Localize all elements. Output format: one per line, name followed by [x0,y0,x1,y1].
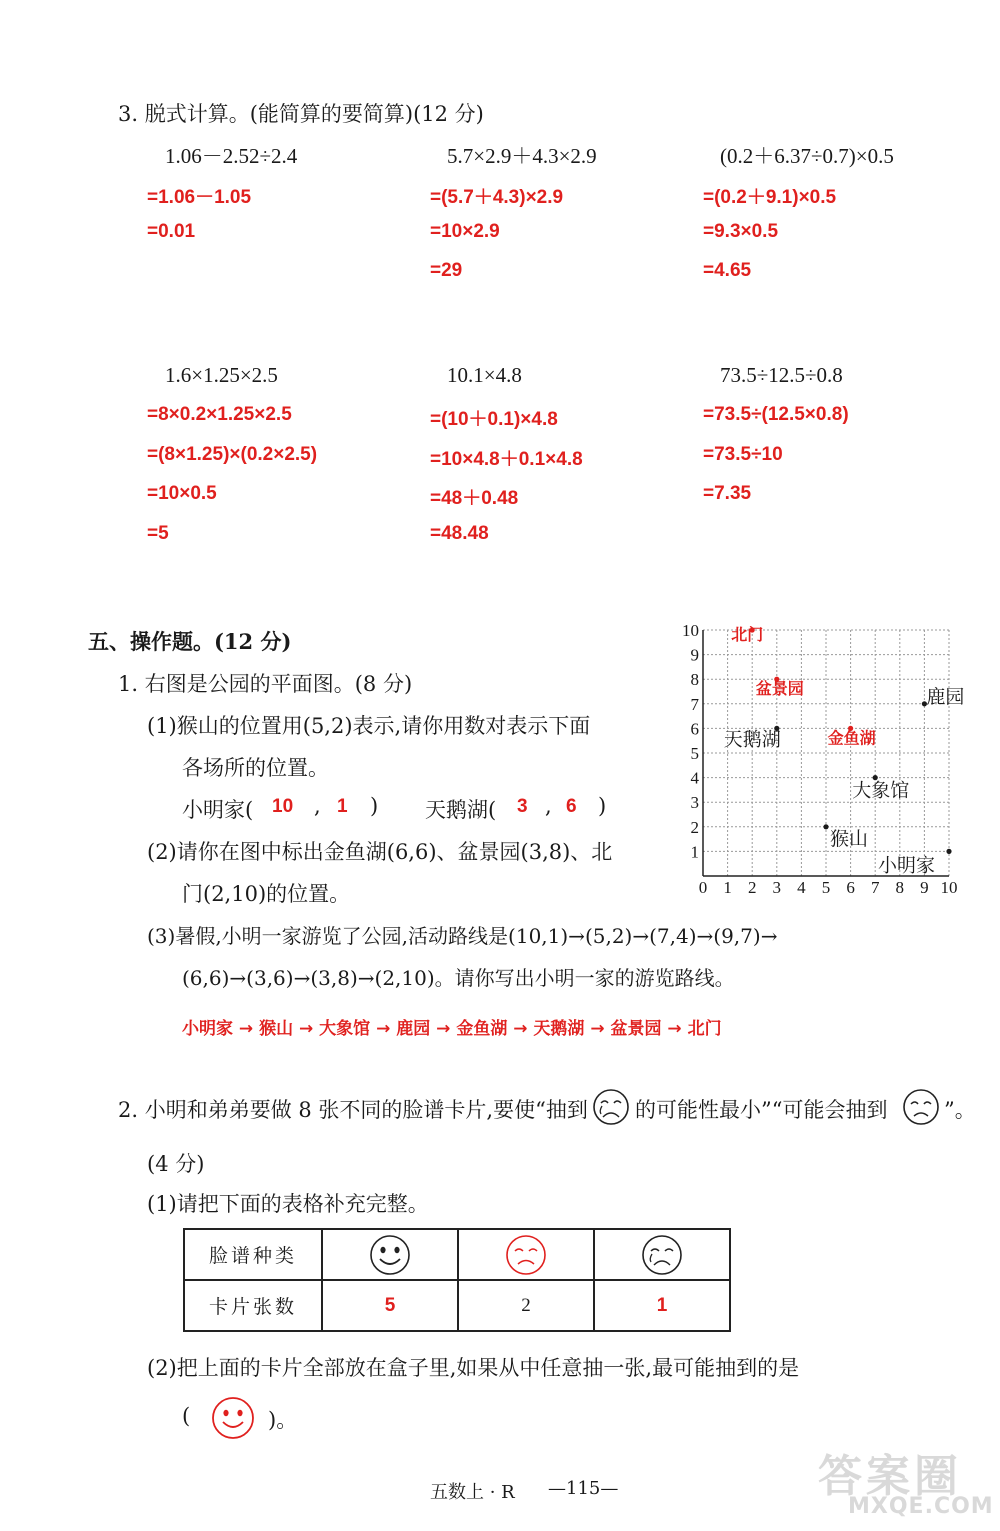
y-tick-label: 10 [682,621,699,640]
q2-answer-open-paren: ( [182,1404,191,1428]
smiley-count-answer: 5 [322,1280,458,1331]
problem-5-step-4: =48.48 [430,523,489,544]
q1-part3-line2: (6,6)→(3,6)→(3,8)→(2,10)。请你写出小明一家的游览路线。 [182,966,735,990]
problem-1-step-2: =0.01 [147,221,196,242]
x-tick-label: 6 [846,878,855,897]
q1-part2-line2: 门(2,10)的位置。 [182,882,351,906]
xiaoming-home-comma: , [314,794,321,818]
table-row [184,1229,730,1280]
sad-face-icon [901,1087,941,1127]
xiaoming-home-y-answer: 1 [337,796,348,817]
problem-3-step-2: =9.3×0.5 [703,221,779,242]
route-answer: 小明家 → 猴山 → 大象馆 → 鹿园 → 金鱼湖 → 天鹅湖 → 盆景园 → 北门 [182,1019,722,1039]
x-tick-label: 4 [797,878,806,897]
x-tick-label: 10 [940,878,958,897]
card-count-header: 卡片张数 [184,1280,322,1331]
y-tick-label: 1 [690,842,699,862]
x-tick-label: 7 [870,878,880,897]
map-point-label: 鹿园 [926,685,965,708]
xiaoming-home-x-answer: 10 [272,796,294,817]
problem-2-step-2: =10×2.9 [430,221,500,242]
x-tick-label: 9 [920,878,929,897]
map-point-label: 盆景园 [755,679,804,699]
problem-5-step-2: =10×4.8＋0.1×4.8 [430,449,583,470]
face-type-header: 脸谱种类 [184,1229,322,1280]
problem-1-expression: 1.06－2.52÷2.4 [165,144,298,168]
face-card-table [183,1228,731,1332]
smiley-face-icon [368,1233,412,1277]
x-tick-label: 1 [723,878,732,897]
xiaoming-home-close: ) [370,794,379,818]
q1-part2-line1: (2)请你在图中标出金鱼湖(6,6)、盆景园(3,8)、北 [147,840,613,864]
q2-title-line2: (4 分) [147,1152,205,1176]
swan-lake-x-answer: 3 [517,796,528,817]
watermark-url: MXQE.COM [848,1494,994,1519]
x-tick-label: 8 [895,878,905,897]
x-tick-label: 3 [772,878,782,897]
map-point [823,824,828,829]
swan-lake-label: 天鹅湖( [425,798,497,822]
x-tick-label: 0 [698,878,708,897]
y-tick-label: 6 [690,719,699,739]
crying-face-icon [640,1233,684,1277]
watermark-logo: 答案圈 [818,1451,962,1502]
map-point-label: 金鱼湖 [827,728,876,748]
swan-lake-comma: , [545,794,552,818]
problem-5-step-1: =(10＋0.1)×4.8 [430,409,558,430]
problem-3-step-3: =4.65 [703,260,752,281]
problem-2-step-1: =(5.7＋4.3)×2.9 [430,187,564,208]
problem-4-step-3: =10×0.5 [147,483,217,504]
y-tick-label: 4 [690,768,699,788]
section3-title: 3. 脱式计算。(能简算的要简算)(12 分) [118,102,484,126]
smiley-face-answer-icon [208,1394,258,1442]
map-point-label: 天鹅湖 [723,728,781,751]
park-map-grid [672,621,972,900]
problem-6-step-3: =7.35 [703,483,752,504]
swan-lake-y-answer: 6 [566,796,577,817]
map-point [946,849,951,854]
q2-part1: (1)请把下面的表格补充完整。 [147,1192,429,1216]
problem-4-step-1: =8×0.2×1.25×2.5 [147,404,292,425]
problem-4-step-2: =(8×1.25)×(0.2×2.5) [147,444,318,465]
q2-part2-line1: (2)把上面的卡片全部放在盒子里,如果从中任意抽一张,最可能抽到的是 [147,1356,800,1380]
x-tick-label: 5 [821,878,831,897]
sad-face-icon [504,1233,548,1277]
crying-count-answer: 1 [594,1280,730,1331]
q1-part3-line1: (3)暑假,小明一家游览了公园,活动路线是(10,1)→(5,2)→(7,4)→(9,7)→ [147,924,778,948]
problem-2-step-3: =29 [430,260,463,281]
problem-3-expression: (0.2＋6.37÷0.7)×0.5 [720,144,894,168]
problem-5-step-3: =48＋0.48 [430,488,519,509]
xiaoming-home-label: 小明家( [182,798,254,822]
q2-title-part2: 的可能性最小”“可能会抽到 [635,1098,888,1122]
crying-face-cell [594,1229,730,1280]
q2-answer-close-paren: )。 [268,1408,298,1432]
x-tick-label: 2 [747,878,757,897]
y-tick-label: 9 [690,645,699,665]
q2-title-part3: ”。 [944,1098,976,1122]
map-point-label: 小明家 [878,854,936,877]
y-tick-label: 5 [690,744,699,763]
y-tick-label: 8 [690,670,699,690]
smiley-face-cell [322,1229,458,1280]
y-tick-label: 7 [690,694,699,714]
q1-part1-line1: (1)猴山的位置用(5,2)表示,请你用数对表示下面 [147,714,591,738]
section5-title: 五、操作题。(12 分) [88,629,292,654]
table-row [184,1280,730,1331]
q2-title-part1: 2. 小明和弟弟要做 8 张不同的脸谱卡片,要使“抽到 [118,1098,588,1122]
y-tick-label: 3 [690,793,699,813]
swan-lake-close: ) [598,794,607,818]
problem-1-step-1: =1.06－1.05 [147,187,252,208]
problem-6-step-2: =73.5÷10 [703,444,783,465]
sad-count: 2 [458,1280,594,1331]
y-tick-label: 2 [690,817,699,837]
problem-4-step-4: =5 [147,523,169,544]
map-point-label: 大象馆 [852,779,910,802]
map-point-label: 北门 [731,625,764,644]
sad-face-cell [458,1229,594,1280]
problem-6-expression: 73.5÷12.5÷0.8 [720,363,843,387]
q1-part1-line2: 各场所的位置。 [182,756,329,780]
problem-4-expression: 1.6×1.25×2.5 [165,363,278,387]
footer-book-label: 五数上 · R [430,1482,515,1503]
footer-page-number: —115— [548,1478,619,1499]
problem-2-expression: 5.7×2.9＋4.3×2.9 [447,144,597,168]
problem-5-expression: 10.1×4.8 [447,363,522,387]
problem-6-step-1: =73.5÷(12.5×0.8) [703,404,849,425]
map-point-label: 猴山 [830,827,869,850]
crying-face-icon [591,1087,631,1127]
q1-title: 1. 右图是公园的平面图。(8 分) [118,672,413,696]
problem-3-step-1: =(0.2＋9.1)×0.5 [703,187,837,208]
